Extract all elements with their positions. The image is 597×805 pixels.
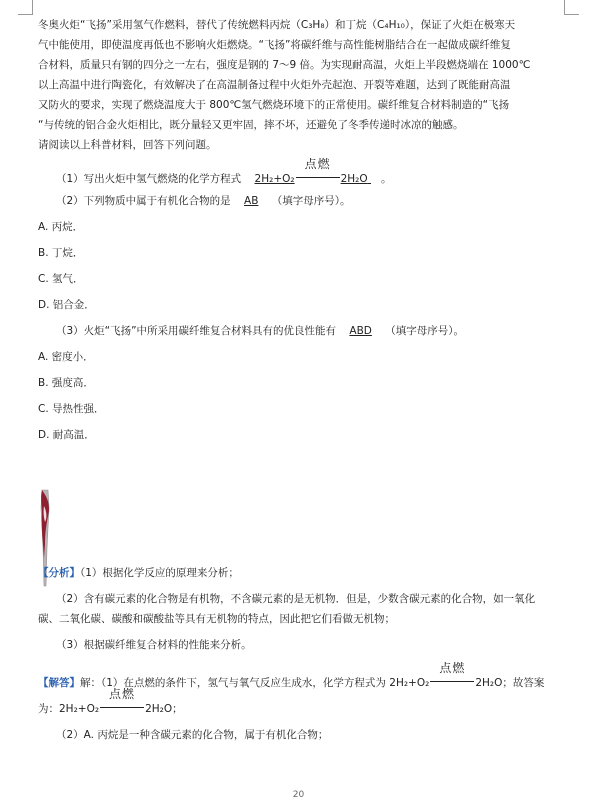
solution-arrow-1 bbox=[429, 661, 475, 690]
q3-option-d: D. 耐高温． bbox=[38, 429, 95, 441]
intro-line-3: 合材料，质量只有钢的四分之一左右，强度是钢的 7～9 倍。为实现耐高温，火炬上半段燃烧端在 1000℃ bbox=[38, 59, 531, 71]
q2-option-a: A. 丙烷． bbox=[38, 221, 84, 233]
crop-mark-top-left bbox=[18, 0, 33, 15]
q3-stem: （3）火炬“飞扬”中所采用碳纤维复合材料具有的优良性能有 bbox=[56, 325, 337, 337]
q1-condition: 点燃 bbox=[304, 157, 331, 171]
solution-1c: 为：2H₂+O₂ bbox=[38, 703, 100, 715]
intro-line-1: 冬奥火炬“飞扬”采用氢气作燃料，替代了传统燃料丙烷（C₃H₈）和丁烷（C₄H₁₀），保证了火炬在极寒天 bbox=[38, 19, 516, 31]
q3-option-c: C. 导热性强． bbox=[38, 403, 105, 415]
solution-line-2 bbox=[38, 687, 568, 716]
solution-1d: 2H₂O； bbox=[145, 703, 183, 715]
q2-option-b: B. 丁烷． bbox=[38, 247, 84, 259]
intro-line-7: 请阅读以上科普材料，回答下列问题。 bbox=[38, 139, 217, 151]
page-number: 20 bbox=[292, 790, 305, 800]
q1-suffix: 。 bbox=[381, 173, 392, 185]
analysis-line-4: （3）根据碳纤维复合材料的性能来分析。 bbox=[56, 639, 252, 651]
q2-option-c: C. 氢气． bbox=[38, 273, 84, 285]
q2-stem: （2）下列物质中属于有机化合物的是 bbox=[56, 195, 231, 207]
solution-condition-1: 点燃 bbox=[439, 661, 466, 675]
question-3 bbox=[56, 324, 586, 338]
intro-line-5: 又防火的要求，实现了燃烧温度大于 800℃氢气燃烧环境下的正常使用。碳纤维复合材料制造的“飞扬 bbox=[38, 99, 510, 111]
solution-1a: 解：（1）在点燃的条件下，氢气与氧气反应生成水，化学方程式为 2H₂+O₂ bbox=[80, 677, 430, 689]
solution-condition-2: 点燃 bbox=[109, 687, 136, 701]
q1-rhs: 2H₂O bbox=[340, 173, 368, 185]
intro-line-4: 以上高温中进行陶瓷化，有效解决了在高温制备过程中火炬外壳起泡、开裂等难题，达到了既能耐高温 bbox=[38, 79, 511, 91]
q3-option-a: A. 密度小． bbox=[38, 351, 94, 363]
solution-1b: 2H₂O；故答案 bbox=[475, 677, 545, 689]
analysis-line-2: （2）含有碳元素的化合物是有机物，不含碳元素的是无机物．但是，少数含碳元素的化合物，如一氧化 bbox=[56, 593, 536, 605]
q2-hint: （填字母序号）。 bbox=[271, 195, 351, 207]
analysis-line-3: 碳、二氧化碳、碳酸和碳酸盐等具有无机物的特点，因此把它们看做无机物； bbox=[38, 613, 395, 625]
q1-lhs: 2H₂+O₂ bbox=[254, 173, 295, 185]
solution-arrow-2 bbox=[99, 687, 145, 716]
q2-answer: AB bbox=[244, 195, 259, 207]
solution-tag: 【解答】 bbox=[38, 677, 80, 689]
q1-prefix: （1）写出火炬中氢气燃烧的化学方程式 bbox=[56, 173, 242, 185]
q2-option-d: D. 铝合金． bbox=[38, 299, 95, 311]
q3-option-b: B. 强度高． bbox=[38, 377, 94, 389]
q1-arrow bbox=[295, 157, 341, 186]
q3-hint: （填字母序号）。 bbox=[385, 325, 464, 337]
intro-line-2: 气中能使用，即使温度再低也不影响火炬燃烧。“飞扬”将碳纤维与高性能树脂结合在一起做成碳纤维复 bbox=[38, 39, 511, 51]
q3-answer: ABD bbox=[349, 325, 372, 337]
analysis-1: （1）根据化学反应的原理来分析； bbox=[80, 567, 239, 579]
analysis-tag: 【分析】 bbox=[38, 567, 80, 579]
solution-line-3: （2）A. 丙烷是一种含碳元素的化合物，属于有机化合物； bbox=[56, 729, 329, 741]
question-2 bbox=[56, 194, 586, 208]
intro-line-6: “与传统的铝合金火炬相比，既分量轻又更牢固，摔不坏，还避免了冬季传递时冰凉的触感。 bbox=[38, 119, 464, 131]
q1-answer bbox=[245, 157, 381, 185]
question-1 bbox=[56, 157, 586, 186]
crop-mark-top-right bbox=[564, 0, 579, 15]
analysis-line-1 bbox=[38, 566, 568, 580]
